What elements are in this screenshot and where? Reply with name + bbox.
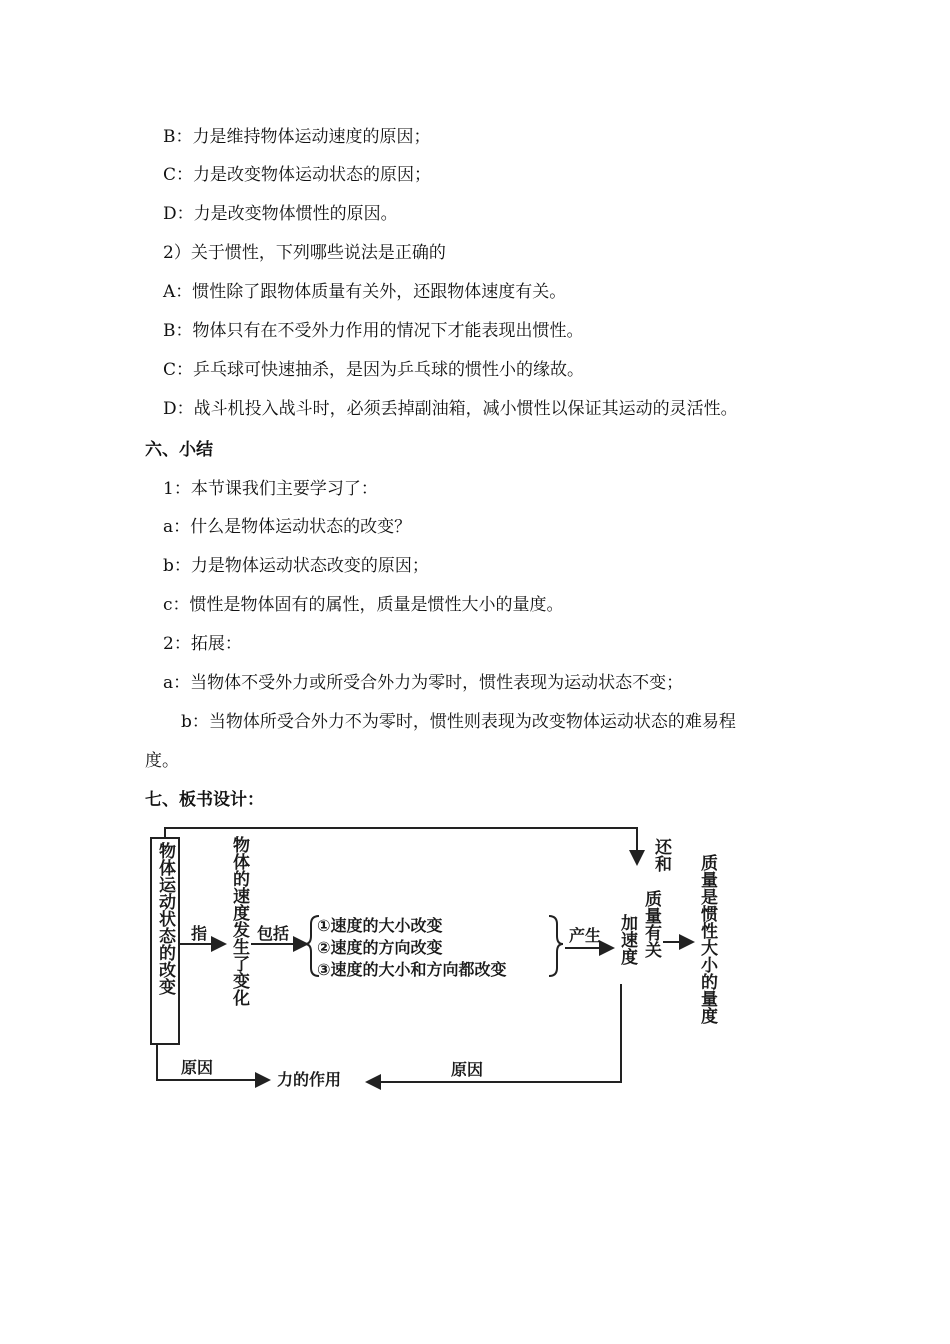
mass-related-label: 质量有关 [641,890,661,958]
mass-measure-label: 质量是惯性大小的量度 [697,854,717,1024]
cause-right-label: 原因 [451,1060,484,1079]
acceleration-label: 加速度 [617,914,637,965]
speed-change-label: 物体的速度发生了变化 [229,836,249,1006]
option-d-line: D：力是改变物体惯性的原因。 [163,204,398,224]
summary-item: b：当物体所受合外力不为零时，惯性则表现为改变物体运动状态的难易程 [181,712,736,732]
state-change-label: 物体运动状态的改变 [155,842,175,995]
q2-option-b-line: B：物体只有在不受外力作用的情况下才能表现出惯性。 [163,321,584,341]
summary-item: a：当物体不受外力或所受合外力为零时，惯性表现为运动状态不变； [163,673,684,693]
q2-option-c-line: C：乒乓球可快速抽杀，是因为乒乓球的惯性小的缘故。 [163,360,585,380]
section-6-heading: 六、小结 [145,440,213,460]
board-design-diagram [145,824,720,1094]
summary-item: 2：拓展： [163,634,242,654]
cause-left-label: 原因 [181,1058,214,1077]
list-item-1: ①速度的大小改变 [317,916,443,935]
zhi-label: 指 [191,924,208,943]
q2-option-d-line: D：战斗机投入战斗时，必须丢掉副油箱，减小惯性以保证其运动的灵活性。 [163,399,738,419]
force-label: 力的作用 [277,1070,342,1089]
summary-item: 度。 [145,751,179,771]
right-brace [549,916,563,976]
option-c-line: C：力是改变物体运动状态的原因； [163,165,432,185]
summary-item: c：惯性是物体固有的属性，质量是惯性大小的量度。 [163,595,564,615]
question-2-line: 2）关于惯性，下列哪些说法是正确的 [163,243,446,263]
summary-item: 1：本节课我们主要学习了： [163,479,378,499]
summary-item: a：什么是物体运动状态的改变？ [163,517,412,537]
summary-item: b：力是物体运动状态改变的原因； [163,556,429,576]
chansheng-label: 产生 [569,926,602,945]
option-b-line: B：力是维持物体运动速度的原因； [163,127,431,147]
baokuo-label: 包括 [257,924,290,943]
list-item-3: ③速度的大小和方向都改变 [317,960,507,979]
haihe-label: 还和 [651,838,671,872]
right-cause-arrow [367,984,621,1082]
q2-option-a-line: A：惯性除了跟物体质量有关外，还跟物体速度有关。 [163,282,567,302]
list-item-2: ②速度的方向改变 [317,938,443,957]
section-7-heading: 七、板书设计： [145,790,264,810]
